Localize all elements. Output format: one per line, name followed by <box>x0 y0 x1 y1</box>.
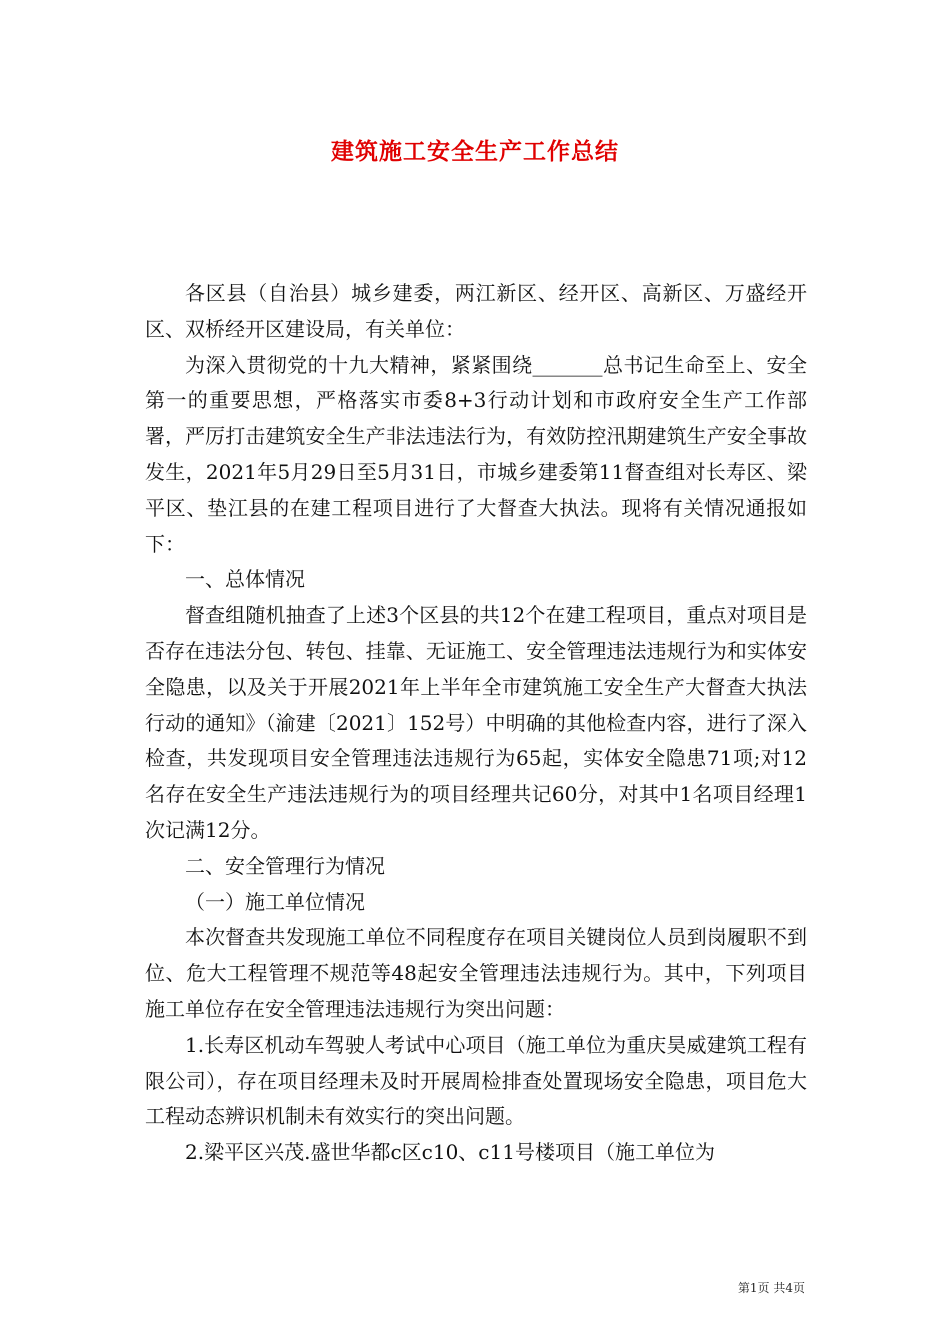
paragraph-construction-units: 本次督查共发现施工单位不同程度存在项目关键岗位人员到岗履职不到位、危大工程管理不规范等48起安全管理违法违规行为。其中，下列项目施工单位存在安全管理违法违规行为突出问题： <box>145 925 807 1021</box>
document-body <box>145 276 807 1171</box>
page-number: 第1页 共4页 <box>737 1281 805 1295</box>
paragraph-item-1: 1.长寿区机动车驾驶人考试中心项目（施工单位为重庆昊威建筑工程有限公司），存在项目经理未及时开展周检排查处置现场安全隐患，项目危大工程动态辨识机制未有效实行的突出问题。 <box>145 1032 807 1129</box>
paragraph-overall: 督查组随机抽查了上述3个区县的共12个在建工程项目，重点对项目是否存在违法分包、转包、挂靠、无证施工、安全管理违法违规行为和实体安全隐患，以及关于开展2021年上半年全市建筑施工安全生产大督查大执法行动的通知》（渝建〔2021〕152号）中明确的其他检查内容，进行了深入检查，共发现项目安全管理违法违规行为65起，实体安全隐患71项;对12名存在安全生产违法违规行为的项目经理共记60分，对其中1名项目经理1次记满12分。 <box>145 603 807 842</box>
paragraph-addressee: 各区县（自治县）城乡建委，两江新区、经开区、高新区、万盛经开区、双桥经开区建设局，有关单位： <box>145 281 807 341</box>
heading-management: 二、安全管理行为情况 <box>185 853 385 878</box>
subheading-construction-units: （一）施工单位情况 <box>185 889 365 914</box>
document-title: 建筑施工安全生产工作总结 <box>331 138 619 165</box>
paragraph-item-2: 2.梁平区兴茂.盛世华都c区c10、c11号楼项目（施工单位为 <box>185 1140 715 1165</box>
paragraph-intro: 为深入贯彻党的十九大精神，紧紧围绕_______总书记生命至上、安全第一的重要思想，严格落实市委8+3行动计划和市政府安全生产工作部署，严厉打击建筑安全生产非法违法行为，有效防控汛期建筑生产安全事故发生，2021年5月29日至5月31日，市城乡建委第11督查组对长寿区、梁平区、垫江县的在建工程项目进行了大督查大执法。现将有关情况通报如下： <box>145 352 807 556</box>
heading-overall: 一、总体情况 <box>185 567 305 592</box>
